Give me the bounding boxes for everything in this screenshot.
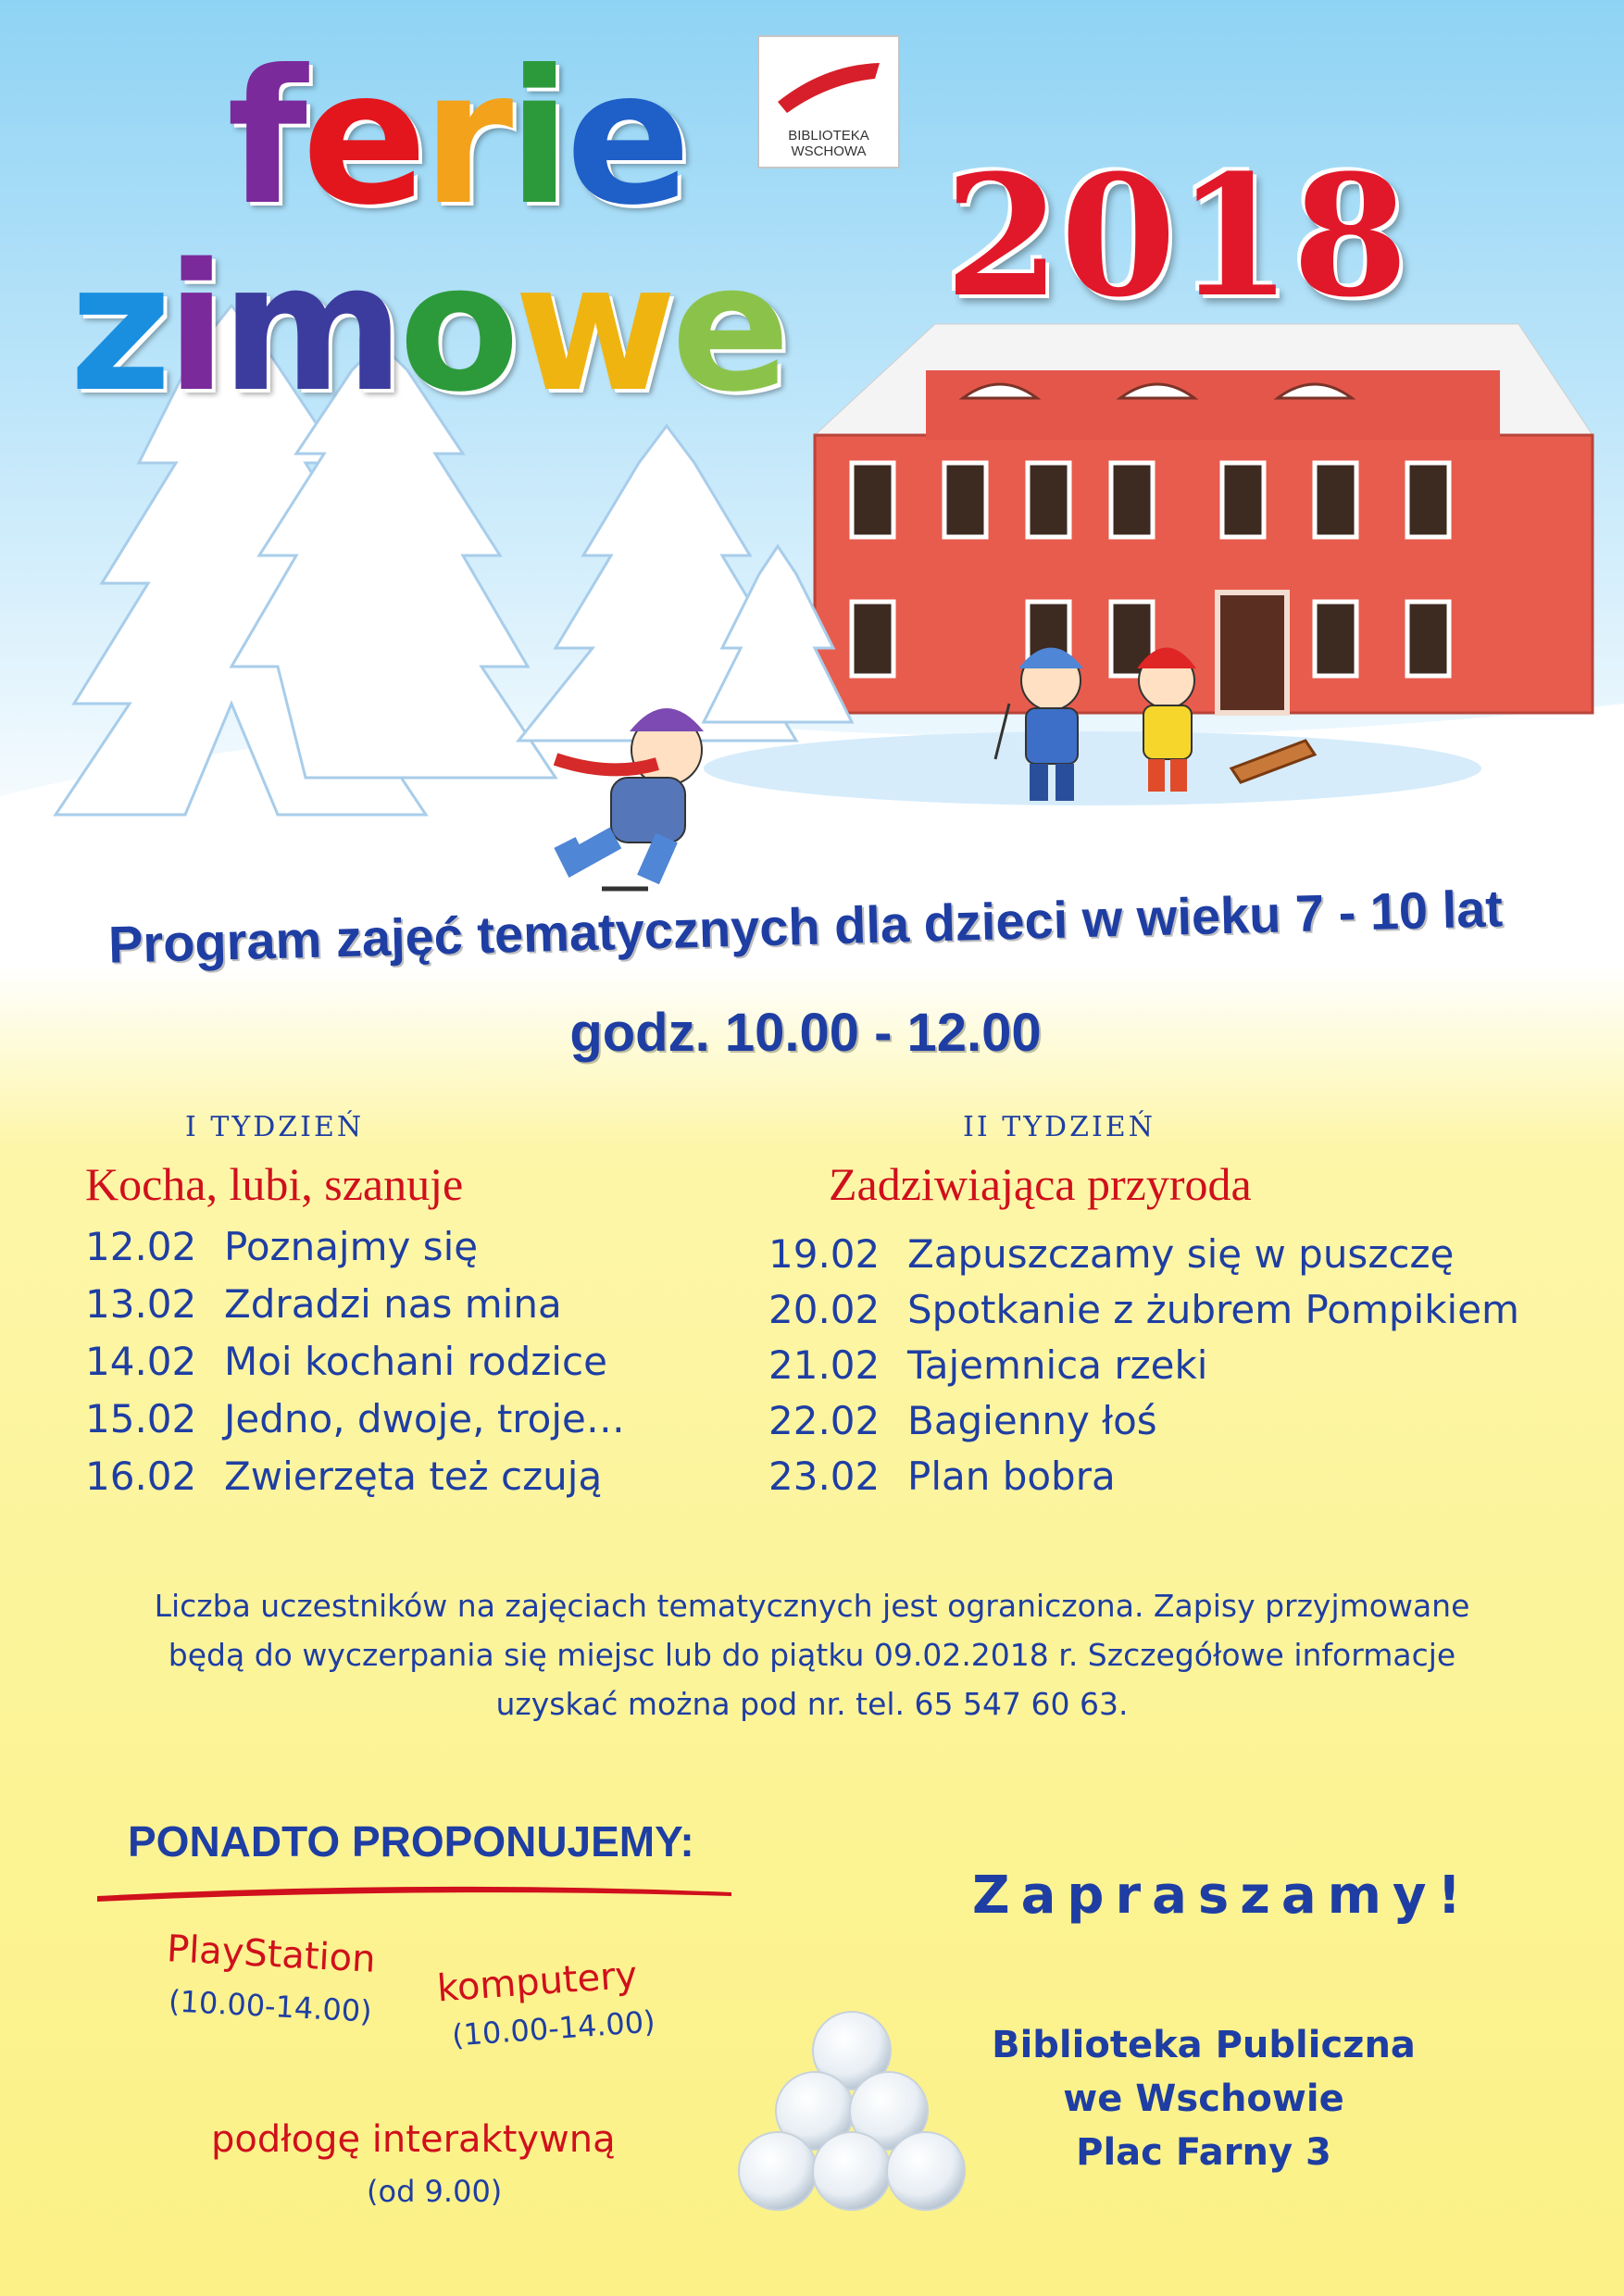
list-item <box>768 1231 1519 1287</box>
library-address <box>963 2018 1444 2179</box>
red-brush-underline <box>93 1879 741 1907</box>
item-title: Jedno, dwoje, troje… <box>224 1396 625 1441</box>
list-item <box>768 1287 1519 1342</box>
item-date: 13.02 <box>85 1281 197 1327</box>
list-item <box>85 1339 625 1396</box>
item-title: Moi kochani rodzice <box>224 1339 607 1384</box>
item-title: Bagienny łoś <box>907 1398 1157 1443</box>
list-item <box>768 1398 1519 1454</box>
address-line-2: we Wschowie <box>1063 2078 1344 2120</box>
item-date: 21.02 <box>768 1342 881 1388</box>
item-title: Zwierzęta też czują <box>224 1454 603 1499</box>
item-date: 19.02 <box>768 1231 881 1277</box>
logo-line-1: BIBLIOTEKA <box>788 128 869 144</box>
item-date: 23.02 <box>768 1454 881 1499</box>
info-line-3: uzyskać można pod nr. tel. 65 547 60 63. <box>495 1686 1129 1722</box>
item-title: Poznajmy się <box>224 1224 479 1269</box>
info-line-1: Liczba uczestników na zajęciach tematycznych jest ograniczona. Zapisy przyjmowane <box>154 1588 1470 1624</box>
item-title: Tajemnica rzeki <box>907 1342 1208 1388</box>
offer-heading: PONADTO PROPONUJEMY: <box>128 1817 694 1866</box>
title-letter: r <box>421 31 508 246</box>
week2-theme: Zadziwiająca przyroda <box>829 1158 1252 1210</box>
offer-computers: komputery <box>435 1953 639 2011</box>
address-line-3: Plac Farny 3 <box>1076 2131 1331 2174</box>
program-hours: godz. 10.00 - 12.00 <box>569 1003 1042 1063</box>
title-word-ferie <box>227 31 686 246</box>
offer-playstation: PlayStation <box>165 1928 377 1981</box>
snowballs-illustration <box>731 2009 972 2222</box>
week1-list <box>85 1224 625 1511</box>
item-title: Plan bobra <box>907 1454 1116 1499</box>
offer-playstation-time: (10.00-14.00) <box>168 1983 373 2029</box>
title-letter: z <box>69 226 167 430</box>
list-item <box>85 1396 625 1454</box>
list-item <box>85 1454 625 1511</box>
week2-list <box>768 1231 1519 1509</box>
week2-label: II TYDZIEŃ <box>963 1111 1156 1143</box>
offer-interactive-floor-time: (od 9.00) <box>367 2174 503 2209</box>
title-letter: m <box>220 226 399 430</box>
item-date: 12.02 <box>85 1224 197 1269</box>
title-letter: w <box>514 226 671 430</box>
item-date: 15.02 <box>85 1396 197 1441</box>
title-letter: i <box>166 226 221 430</box>
item-title: Spotkanie z żubrem Pompikiem <box>907 1287 1519 1332</box>
title-letter: i <box>507 31 566 246</box>
item-title: Zapuszczamy się w puszczę <box>907 1231 1455 1277</box>
title-letter: e <box>565 31 686 246</box>
item-date: 14.02 <box>85 1339 197 1384</box>
list-item <box>768 1454 1519 1509</box>
title-letter: e <box>302 31 422 246</box>
week1-theme: Kocha, lubi, szanuje <box>85 1158 464 1210</box>
library-building <box>815 324 1593 713</box>
item-date: 16.02 <box>85 1454 197 1499</box>
title-year: 2018 <box>944 139 1408 334</box>
program-headline: Program zajęć tematycznych dla dzieci w wieku 7 - 10 lat <box>107 879 1504 974</box>
library-logo <box>757 35 900 168</box>
invite-text: Zapraszamy! <box>972 1866 1472 1926</box>
list-item <box>85 1281 625 1339</box>
item-date: 22.02 <box>768 1398 881 1443</box>
item-title: Zdradzi nas mina <box>224 1281 562 1327</box>
title-letter: f <box>227 31 303 246</box>
list-item <box>768 1342 1519 1398</box>
title-letter: e <box>670 226 785 430</box>
title-word-zimowe <box>69 226 785 430</box>
offer-interactive-floor: podłogę interaktywną <box>211 2118 616 2161</box>
logo-line-2: WSCHOWA <box>791 144 867 159</box>
offer-computers-time: (10.00-14.00) <box>450 2003 656 2053</box>
address-line-1: Biblioteka Publiczna <box>992 2024 1416 2066</box>
info-line-2: będą do wyczerpania się miejsc lub do piątku 09.02.2018 r. Szczegółowe informacje <box>168 1637 1456 1673</box>
title-letter: o <box>398 226 515 430</box>
registration-info <box>56 1581 1568 1728</box>
ribbon-icon <box>759 46 898 120</box>
item-date: 20.02 <box>768 1287 881 1332</box>
list-item <box>85 1224 625 1281</box>
week1-label: I TYDZIEŃ <box>185 1111 365 1143</box>
